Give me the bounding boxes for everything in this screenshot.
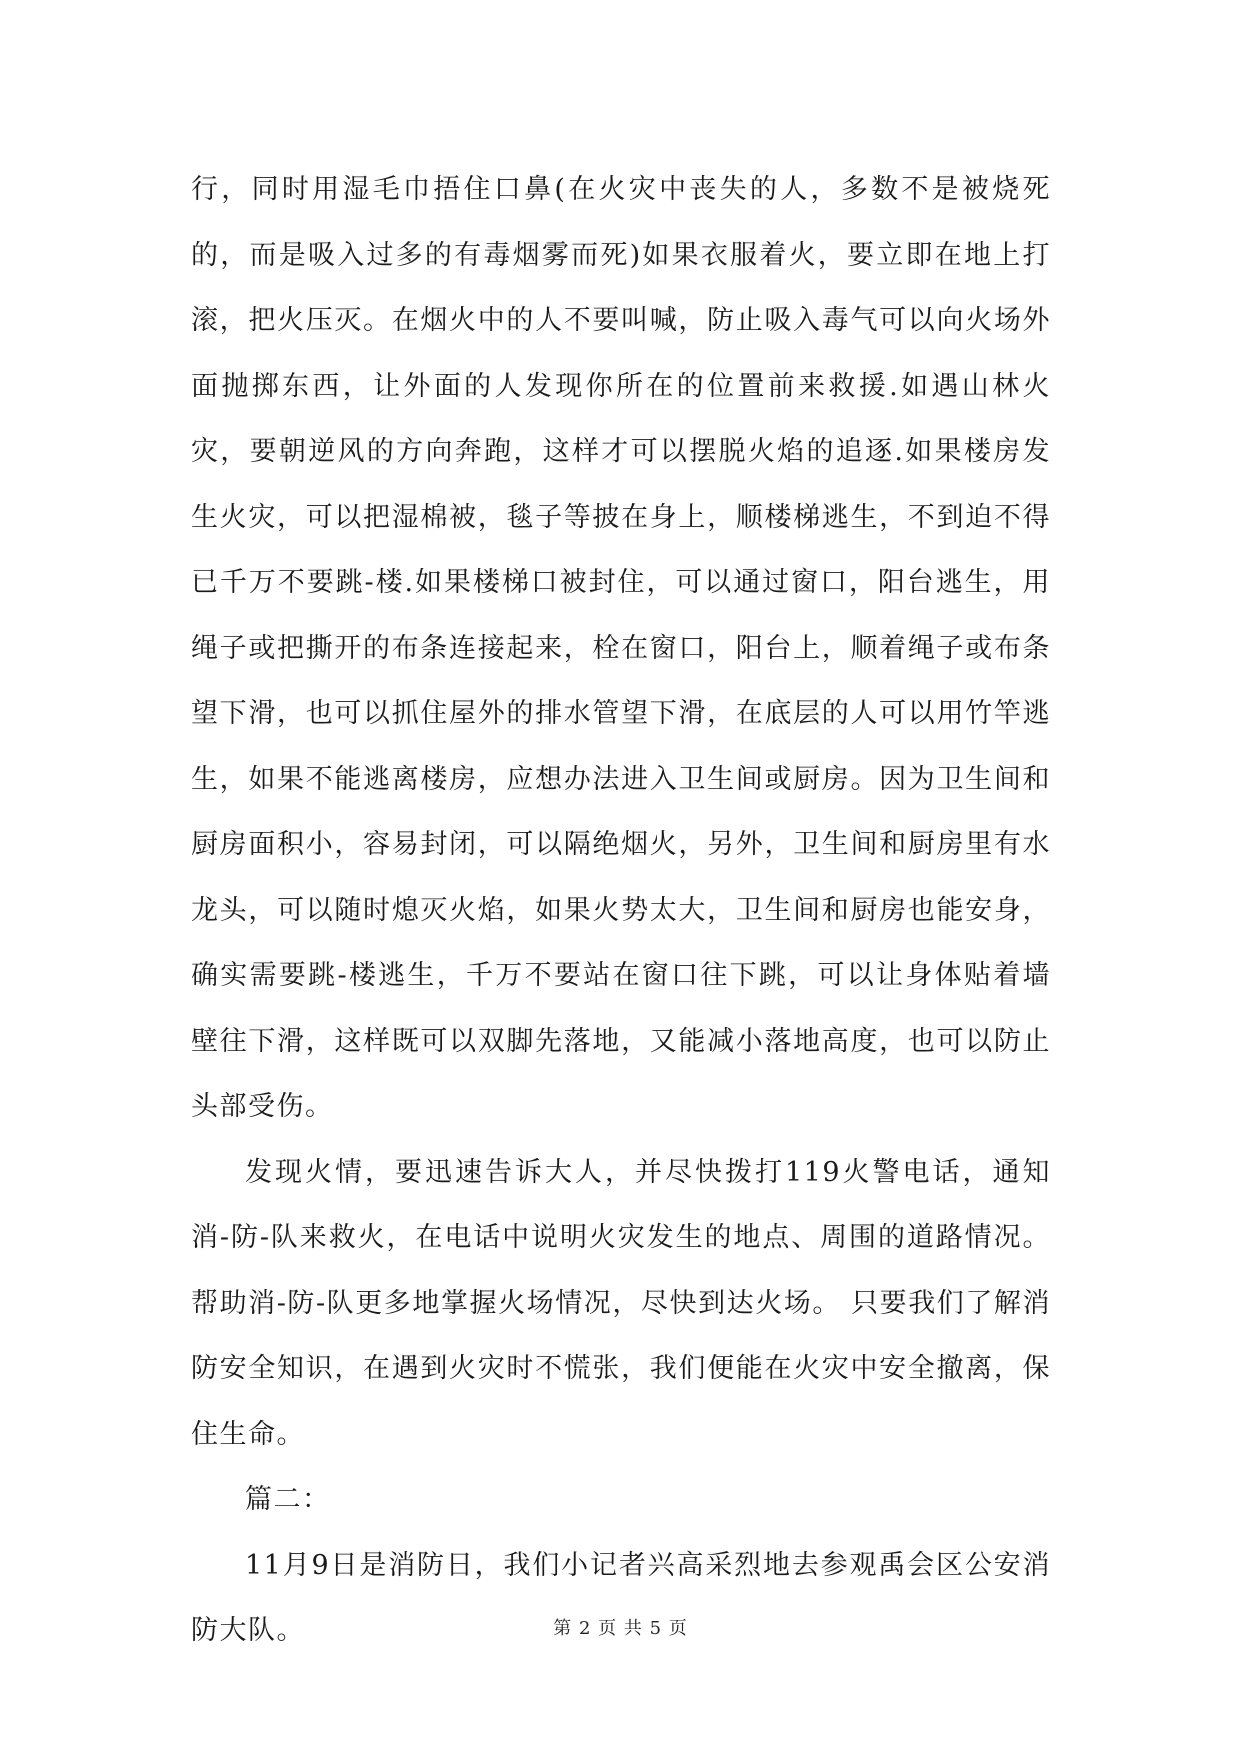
- page-footer: [0, 1614, 1241, 1640]
- page-number-label: 第 2 页 共 5 页: [553, 1618, 688, 1639]
- section-heading-part-two: 篇二：: [245, 1484, 331, 1515]
- paragraph-fire-report: 发现火情，要迅速告诉大人，并尽快拨打119火警电话，通知消-防-队来救火，在电话中说明火灾发生的地点、周围的道路情况。帮助消-防-队更多地掌握火场情况，尽快到达火场。 只要我们了解消防安全知识，在遇到火灾时不慌张，我们便能在火灾中安全撤离，保住生命。: [191, 1156, 1051, 1450]
- document-body: [191, 157, 1051, 1664]
- paragraph-continuation: 行，同时用湿毛巾捂住口鼻(在火灾中丧失的人，多数不是被烧死的，而是吸入过多的有毒烟雾而死)如果衣服着火，要立即在地上打滚，把火压灭。在烟火中的人不要叫喊，防止吸入毒气可以向火场外面抛掷东西，让外面的人发现你所在的位置前来救援.如遇山林火灾，要朝逆风的方向奔跑，这样才可以摆脱火焰的追逐.如果楼房发生火灾，可以把湿棉被，毯子等披在身上，顺楼梯逃生，不到迫不得已千万不要跳-楼.如果楼梯口被封住，可以通过窗口，阳台逃生，用绳子或把撕开的布条连接起来，栓在窗口，阳台上，顺着绳子或布条望下滑，也可以抓住屋外的排水管望下滑，在底层的人可以用竹竿逃生，如果不能逃离楼房，应想办法进入卫生间或厨房。因为卫生间和厨房面积小，容易封闭，可以隔绝烟火，另外，卫生间和厨房里有水龙头，可以随时熄灭火焰，如果火势太大，卫生间和厨房也能安身，确实需要跳-楼逃生，千万不要站在窗口往下跳，可以让身体贴着墙壁往下滑，这样既可以双脚先落地，又能减小落地高度，也可以防止头部受伤。: [191, 174, 1051, 1122]
- paragraph-fire-day: 11月9日是消防日，我们小记者兴高采烈地去参观禹会区公安消防大队。: [191, 1549, 1051, 1646]
